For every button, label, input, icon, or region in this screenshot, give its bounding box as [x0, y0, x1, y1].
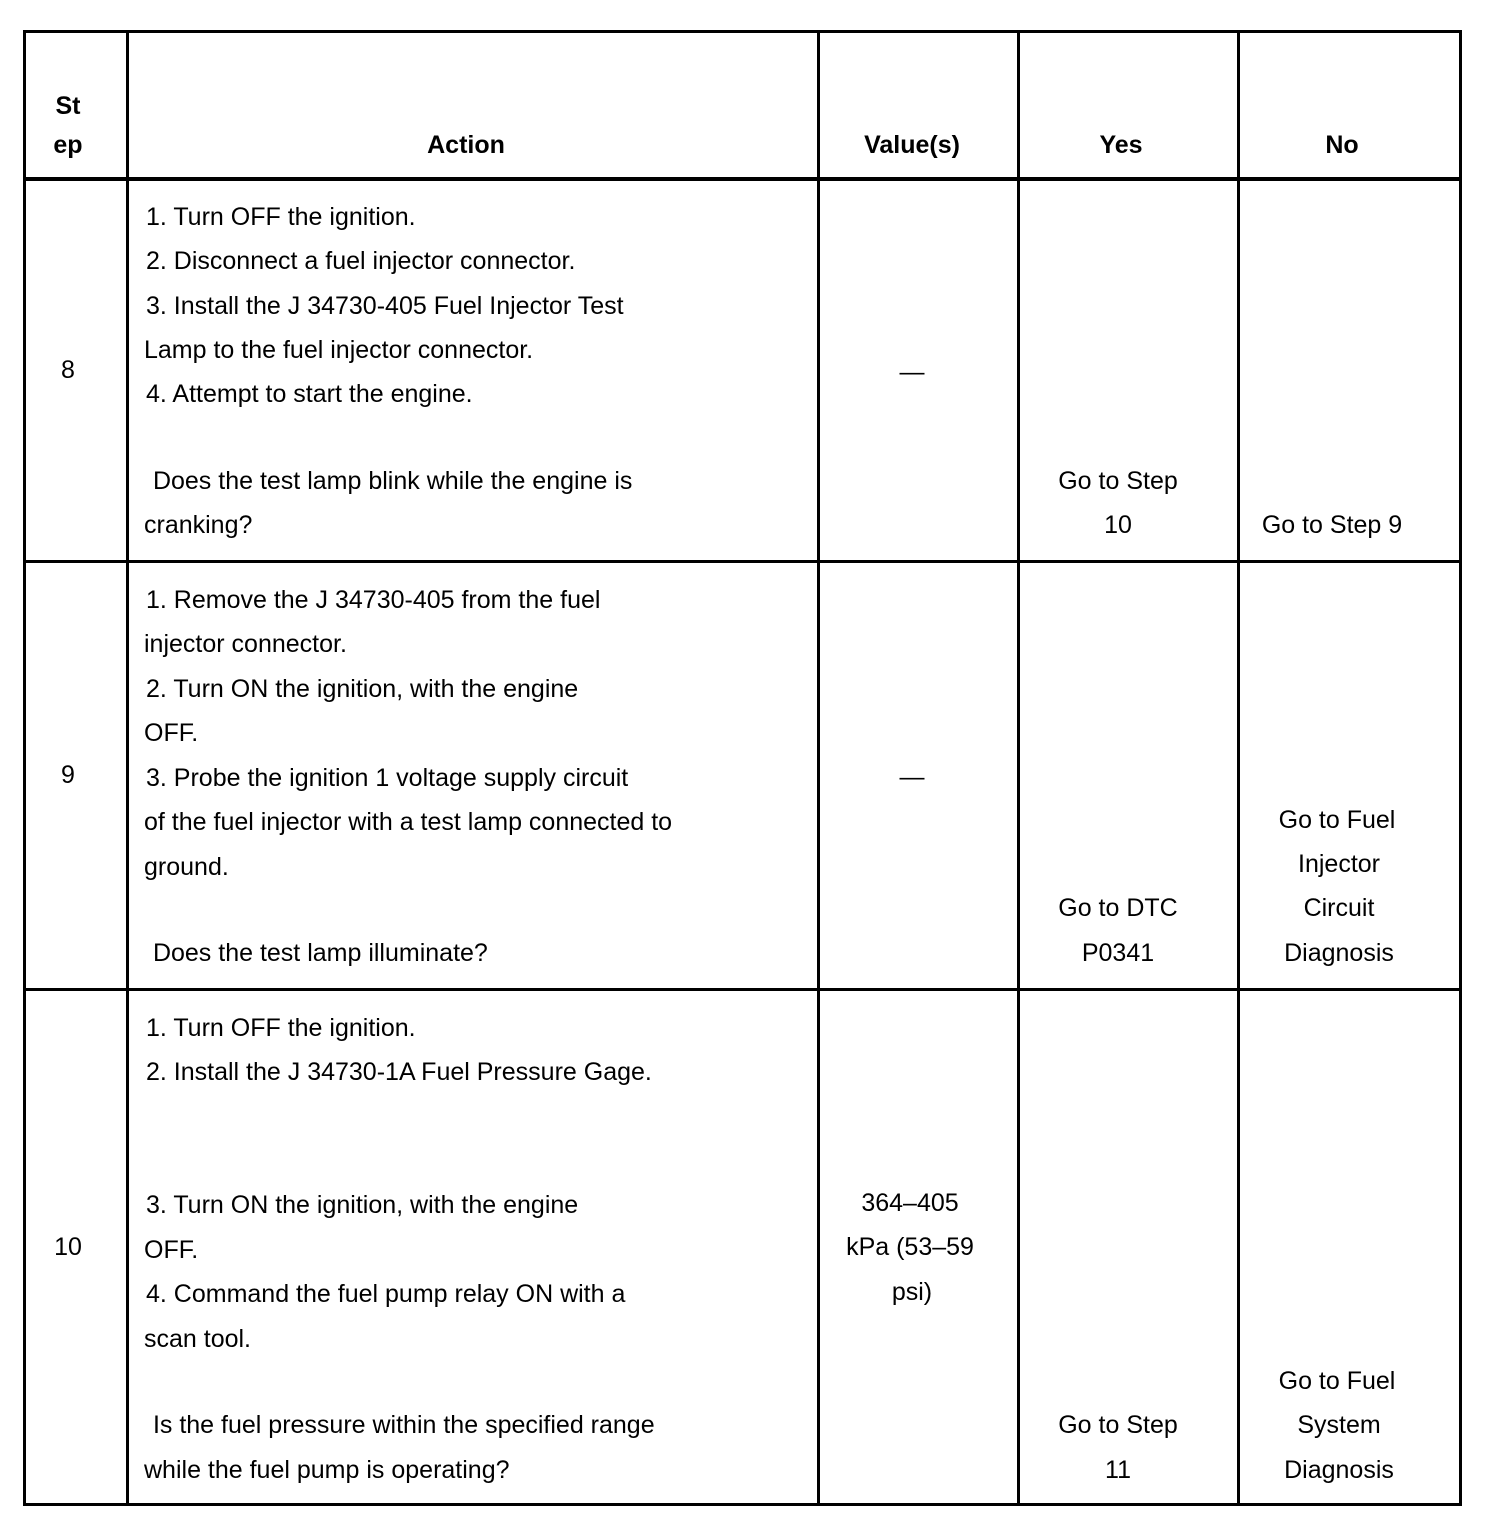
- step-number: 9: [61, 761, 75, 789]
- action-line: 4. Attempt to start the engine.: [146, 380, 473, 408]
- header-yes: Yes: [1099, 131, 1143, 159]
- value-cell: —: [899, 763, 925, 791]
- action-line: OFF.: [144, 1236, 199, 1264]
- action-line: 1. Turn OFF the ignition.: [146, 203, 416, 231]
- header-divider: [23, 177, 1462, 181]
- action-question: while the fuel pump is operating?: [144, 1456, 510, 1484]
- action-line: scan tool.: [144, 1325, 252, 1353]
- action-question: Does the test lamp blink while the engine is: [146, 467, 633, 495]
- action-line: 4. Command the fuel pump relay ON with a: [146, 1280, 626, 1308]
- action-line: ground.: [144, 853, 229, 881]
- table-border-right: [1459, 30, 1462, 1506]
- yes-cell: Go to DTC: [1058, 894, 1178, 922]
- no-cell: Circuit: [1303, 894, 1375, 922]
- value-cell: psi): [891, 1278, 933, 1306]
- action-line: 1. Turn OFF the ignition.: [146, 1014, 416, 1042]
- value-cell: kPa (53–59: [846, 1233, 974, 1261]
- no-cell: Diagnosis: [1284, 939, 1394, 967]
- column-divider: [817, 30, 820, 1506]
- action-line: 3. Turn ON the ignition, with the engine: [146, 1191, 579, 1219]
- action-line: 2. Turn ON the ignition, with the engine: [146, 675, 579, 703]
- table-border-top: [23, 30, 1462, 33]
- action-question: Does the test lamp illuminate?: [146, 939, 488, 967]
- column-divider: [126, 30, 129, 1506]
- header-values: Value(s): [864, 131, 960, 159]
- column-divider: [1017, 30, 1020, 1506]
- action-line: OFF.: [144, 719, 199, 747]
- table-border-bottom: [23, 1503, 1462, 1506]
- header-action: Action: [427, 131, 505, 159]
- yes-cell: 11: [1105, 1456, 1131, 1484]
- no-cell: System: [1297, 1411, 1381, 1439]
- no-cell: Go to Fuel: [1278, 806, 1396, 834]
- header-step: ep: [53, 131, 83, 159]
- no-cell: Diagnosis: [1284, 1456, 1394, 1484]
- value-cell: —: [899, 358, 925, 386]
- header-step: St: [55, 92, 81, 120]
- value-cell: 364–405: [861, 1189, 959, 1217]
- action-line: of the fuel injector with a test lamp connected to: [144, 808, 673, 836]
- action-question: cranking?: [144, 511, 253, 539]
- action-line: 3. Probe the ignition 1 voltage supply circuit: [146, 764, 629, 792]
- action-line: injector connector.: [144, 630, 347, 658]
- no-cell: Go to Fuel: [1278, 1367, 1396, 1395]
- yes-cell: 10: [1104, 511, 1132, 539]
- action-line: 2. Disconnect a fuel injector connector.: [146, 247, 576, 275]
- step-number: 8: [61, 356, 75, 384]
- row-divider: [23, 560, 1462, 563]
- no-cell: Injector: [1298, 850, 1380, 878]
- row-divider: [23, 988, 1462, 991]
- table-border-left: [23, 30, 26, 1506]
- action-line: 2. Install the J 34730-1A Fuel Pressure Gage.: [146, 1058, 652, 1086]
- yes-cell: P0341: [1081, 939, 1155, 967]
- yes-cell: Go to Step: [1058, 467, 1178, 495]
- action-line: 1. Remove the J 34730-405 from the fuel: [146, 586, 601, 614]
- yes-cell: Go to Step: [1058, 1411, 1178, 1439]
- step-number: 10: [54, 1233, 82, 1261]
- action-question: Is the fuel pressure within the specified range: [146, 1411, 655, 1439]
- column-divider: [1237, 30, 1240, 1506]
- header-no: No: [1325, 131, 1359, 159]
- action-line: Lamp to the fuel injector connector.: [144, 336, 534, 364]
- no-cell: Go to Step 9: [1261, 511, 1403, 539]
- action-line: 3. Install the J 34730-405 Fuel Injector Test: [146, 292, 624, 320]
